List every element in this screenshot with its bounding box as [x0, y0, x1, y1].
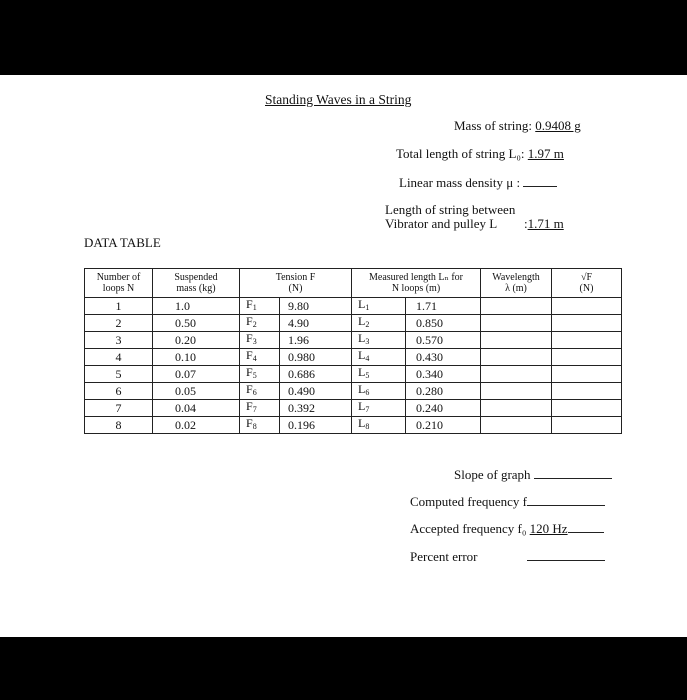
accepted-value: 120 Hz: [529, 521, 568, 536]
cell-sqrt-f: [552, 366, 622, 383]
length-label: Total length of string L₀:: [396, 146, 528, 161]
header-sqrt-f: √F (N): [552, 269, 622, 298]
cell-mass: 0.20: [153, 332, 240, 349]
cell-wavelength: [481, 383, 552, 400]
header-mass: Suspended mass (kg): [153, 269, 240, 298]
cell-length-label: $L_2$: [352, 315, 406, 332]
cell-loops: 8: [85, 417, 153, 434]
cell-wavelength: [481, 298, 552, 315]
cell-loops: 3: [85, 332, 153, 349]
vib-label-line2: Vibrator and pulley L: [385, 216, 497, 231]
cell-length: 0.210: [406, 417, 481, 434]
table-row: [85, 298, 622, 315]
cell-sqrt-f: [552, 349, 622, 366]
header-loops: Number of loops N: [85, 269, 153, 298]
cell-sqrt-f: [552, 298, 622, 315]
cell-wavelength: [481, 400, 552, 417]
density-blank: [523, 175, 557, 187]
cell-mass: 1.0: [153, 298, 240, 315]
computed-label: Computed frequency f: [410, 494, 527, 509]
cell-length-label: $L_1$: [352, 298, 406, 315]
vib-label-line1: Length of string between: [385, 202, 516, 217]
cell-mass: 0.50: [153, 315, 240, 332]
table-row: [85, 400, 622, 417]
accepted-frequency: [410, 521, 604, 537]
cell-wavelength: [481, 332, 552, 349]
document-page: [0, 75, 687, 637]
cell-tension-label: $F_2$: [240, 315, 280, 332]
cell-mass: 0.10: [153, 349, 240, 366]
table-row: [85, 417, 622, 434]
cell-mass: 0.04: [153, 400, 240, 417]
table-row: [85, 332, 622, 349]
cell-loops: 5: [85, 366, 153, 383]
cell-mass: 0.02: [153, 417, 240, 434]
document-title: Standing Waves in a String: [265, 92, 412, 107]
cell-mass: 0.05: [153, 383, 240, 400]
cell-wavelength: [481, 349, 552, 366]
cell-length: 0.340: [406, 366, 481, 383]
cell-tension-label: $F_3$: [240, 332, 280, 349]
cell-tension-label: $F_1$: [240, 298, 280, 315]
computed-blank: [527, 494, 605, 506]
cell-tension: 0.980: [280, 349, 352, 366]
cell-tension: 0.196: [280, 417, 352, 434]
percent-blank: [527, 549, 605, 561]
cell-tension-label: $F_7$: [240, 400, 280, 417]
vib-value: 1.71 m: [527, 216, 564, 231]
mass-value: 0.9408 g: [535, 118, 581, 133]
cell-tension-label: $F_6$: [240, 383, 280, 400]
table-row: [85, 315, 622, 332]
cell-length-label: $L_8$: [352, 417, 406, 434]
computed-frequency: [410, 494, 605, 510]
vib-colon: :: [523, 216, 528, 231]
cell-length: 0.280: [406, 383, 481, 400]
cell-length: 0.850: [406, 315, 481, 332]
data-table-label: DATA TABLE: [84, 235, 161, 250]
cell-length-label: $L_4$: [352, 349, 406, 366]
cell-tension-label: $F_4$: [240, 349, 280, 366]
cell-tension: 0.490: [280, 383, 352, 400]
cell-wavelength: [481, 417, 552, 434]
slope-label: Slope of graph: [454, 467, 531, 482]
cell-sqrt-f: [552, 332, 622, 349]
cell-length-label: $L_3$: [352, 332, 406, 349]
cell-length: 0.240: [406, 400, 481, 417]
table-row: [85, 366, 622, 383]
cell-loops: 7: [85, 400, 153, 417]
cell-length-label: $L_5$: [352, 366, 406, 383]
cell-loops: 6: [85, 383, 153, 400]
cell-length-label: $L_6$: [352, 383, 406, 400]
cell-sqrt-f: [552, 417, 622, 434]
percent-error: [410, 549, 605, 565]
cell-sqrt-f: [552, 315, 622, 332]
data-table: [84, 268, 622, 434]
header-tension: Tension F (N): [240, 269, 352, 298]
slope-blank: [534, 467, 612, 479]
vibrator-length: [385, 203, 564, 231]
header-wavelength: Wavelength λ (m): [481, 269, 552, 298]
mass-of-string: [454, 118, 581, 134]
accepted-label: Accepted frequency f₀: [410, 521, 530, 536]
mass-label: Mass of string:: [454, 118, 536, 133]
cell-tension: 1.96: [280, 332, 352, 349]
length-value: 1.97 m: [527, 146, 564, 161]
cell-loops: 2: [85, 315, 153, 332]
cell-tension: 4.90: [280, 315, 352, 332]
cell-loops: 4: [85, 349, 153, 366]
cell-length: 0.430: [406, 349, 481, 366]
linear-mass-density: [399, 175, 557, 191]
header-length: Measured length Lₙ for N loops (m): [352, 269, 481, 298]
table-row: [85, 383, 622, 400]
total-length: [396, 146, 564, 162]
cell-loops: 1: [85, 298, 153, 315]
cell-tension: 9.80: [280, 298, 352, 315]
cell-wavelength: [481, 366, 552, 383]
table-row: [85, 349, 622, 366]
cell-length-label: $L_7$: [352, 400, 406, 417]
cell-tension-label: $F_8$: [240, 417, 280, 434]
cell-length: 1.71: [406, 298, 481, 315]
slope-of-graph: [454, 467, 612, 483]
accepted-blank: [568, 521, 604, 533]
cell-length: 0.570: [406, 332, 481, 349]
cell-tension: 0.686: [280, 366, 352, 383]
percent-label: Percent error: [410, 549, 478, 564]
cell-wavelength: [481, 315, 552, 332]
cell-tension-label: $F_5$: [240, 366, 280, 383]
cell-sqrt-f: [552, 400, 622, 417]
cell-tension: 0.392: [280, 400, 352, 417]
cell-mass: 0.07: [153, 366, 240, 383]
cell-sqrt-f: [552, 383, 622, 400]
table-header-row: [85, 269, 622, 298]
density-label: Linear mass density μ :: [399, 175, 521, 190]
